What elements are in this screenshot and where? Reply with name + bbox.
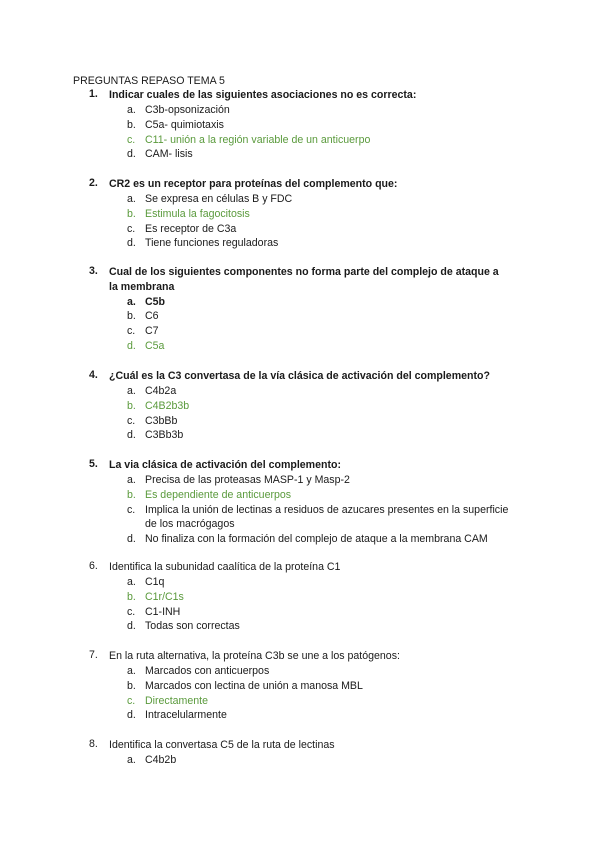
page-title: PREGUNTAS REPASO TEMA 5 — [73, 75, 225, 87]
question-text: CR2 es un receptor para proteínas del complemento que: — [109, 178, 398, 190]
question-number: 3. — [89, 265, 98, 277]
question-6 — [0, 560, 600, 634]
option-a: a. Marcados con anticuerpos — [127, 664, 270, 677]
question-text: La via clásica de activación del complemento: — [109, 459, 341, 471]
option-b: b. C6 — [127, 310, 159, 323]
question-text: Identifica la convertasa C5 de la ruta de lectinas — [109, 739, 335, 751]
option-d: d. Todas son correctas — [127, 620, 240, 633]
option-b-correct: b. C4B2b3b — [127, 399, 190, 412]
question-text: Indicar cuales de las siguientes asociaciones no es correcta: — [109, 89, 417, 101]
question-4 — [0, 369, 600, 443]
option-d: d. C3Bb3b — [127, 429, 184, 442]
question-5 — [0, 458, 600, 547]
question-text: ¿Cuál es la C3 convertasa de la vía clásica de activación del complemento? — [109, 370, 490, 382]
question-3 — [0, 265, 600, 354]
option-b-correct: b. Estimula la fagocitosis — [127, 207, 250, 220]
question-text: Cual de los siguientes componentes no forma parte del complejo de ataque a la membrana — [109, 266, 499, 293]
option-b: b. C5a- quimiotaxis — [127, 118, 224, 131]
option-c-correct: c. Directamente — [127, 694, 208, 707]
question-2 — [0, 177, 600, 251]
option-c: c. C3bBb — [127, 414, 178, 427]
option-b: b. Marcados con lectina de unión a manosa MBL — [127, 679, 363, 692]
option-c: c. Es receptor de C3a — [127, 222, 237, 235]
option-c-correct: c. C11- unión a la región variable de un anticuerpo — [127, 133, 371, 146]
option-a: a. Precisa de las proteasas MASP-1 y Masp-2 — [127, 473, 350, 486]
option-c: c. C1-INH — [127, 605, 181, 618]
option-a: a. C4b2a — [127, 384, 177, 397]
question-1 — [0, 88, 600, 162]
question-number: 8. — [89, 738, 98, 750]
option-a-correct: a. C5b — [127, 295, 166, 308]
question-number: 1. — [89, 88, 98, 100]
question-text: En la ruta alternativa, la proteína C3b se une a los patógenos: — [109, 650, 400, 662]
option-d: d. Intracelularmente — [127, 709, 227, 722]
option-d: d. CAM- lisis — [127, 148, 193, 161]
question-text: Identifica la subunidad caalítica de la proteína C1 — [109, 561, 341, 573]
question-number: 5. — [89, 458, 98, 470]
option-a: a. C3b-opsonización — [127, 103, 230, 116]
question-number: 2. — [89, 177, 98, 189]
question-number: 6. — [89, 560, 98, 572]
question-8 — [0, 738, 600, 768]
option-d: d. C5a — [127, 340, 165, 353]
question-7 — [0, 649, 600, 723]
option-a: a. C1q — [127, 575, 165, 588]
option-c: c. C7 — [127, 325, 159, 338]
question-number: 7. — [89, 649, 98, 661]
question-number: 4. — [89, 369, 98, 381]
option-b-correct: b. Es dependiente de anticuerpos — [127, 488, 292, 501]
option-d: d. Tiene funciones reguladoras — [127, 237, 279, 250]
option-a: a. C4b2b — [127, 753, 177, 766]
option-a: a. Se expresa en células B y FDC — [127, 192, 293, 205]
option-c: c. Implica la unión de lectinas a residuos de azucares presentes en la superficie de los macrógagos — [127, 503, 509, 531]
option-b-correct: b. C1r/C1s — [127, 590, 184, 603]
option-d: d. No finaliza con la formación del complejo de ataque a la membrana CAM — [127, 533, 488, 546]
